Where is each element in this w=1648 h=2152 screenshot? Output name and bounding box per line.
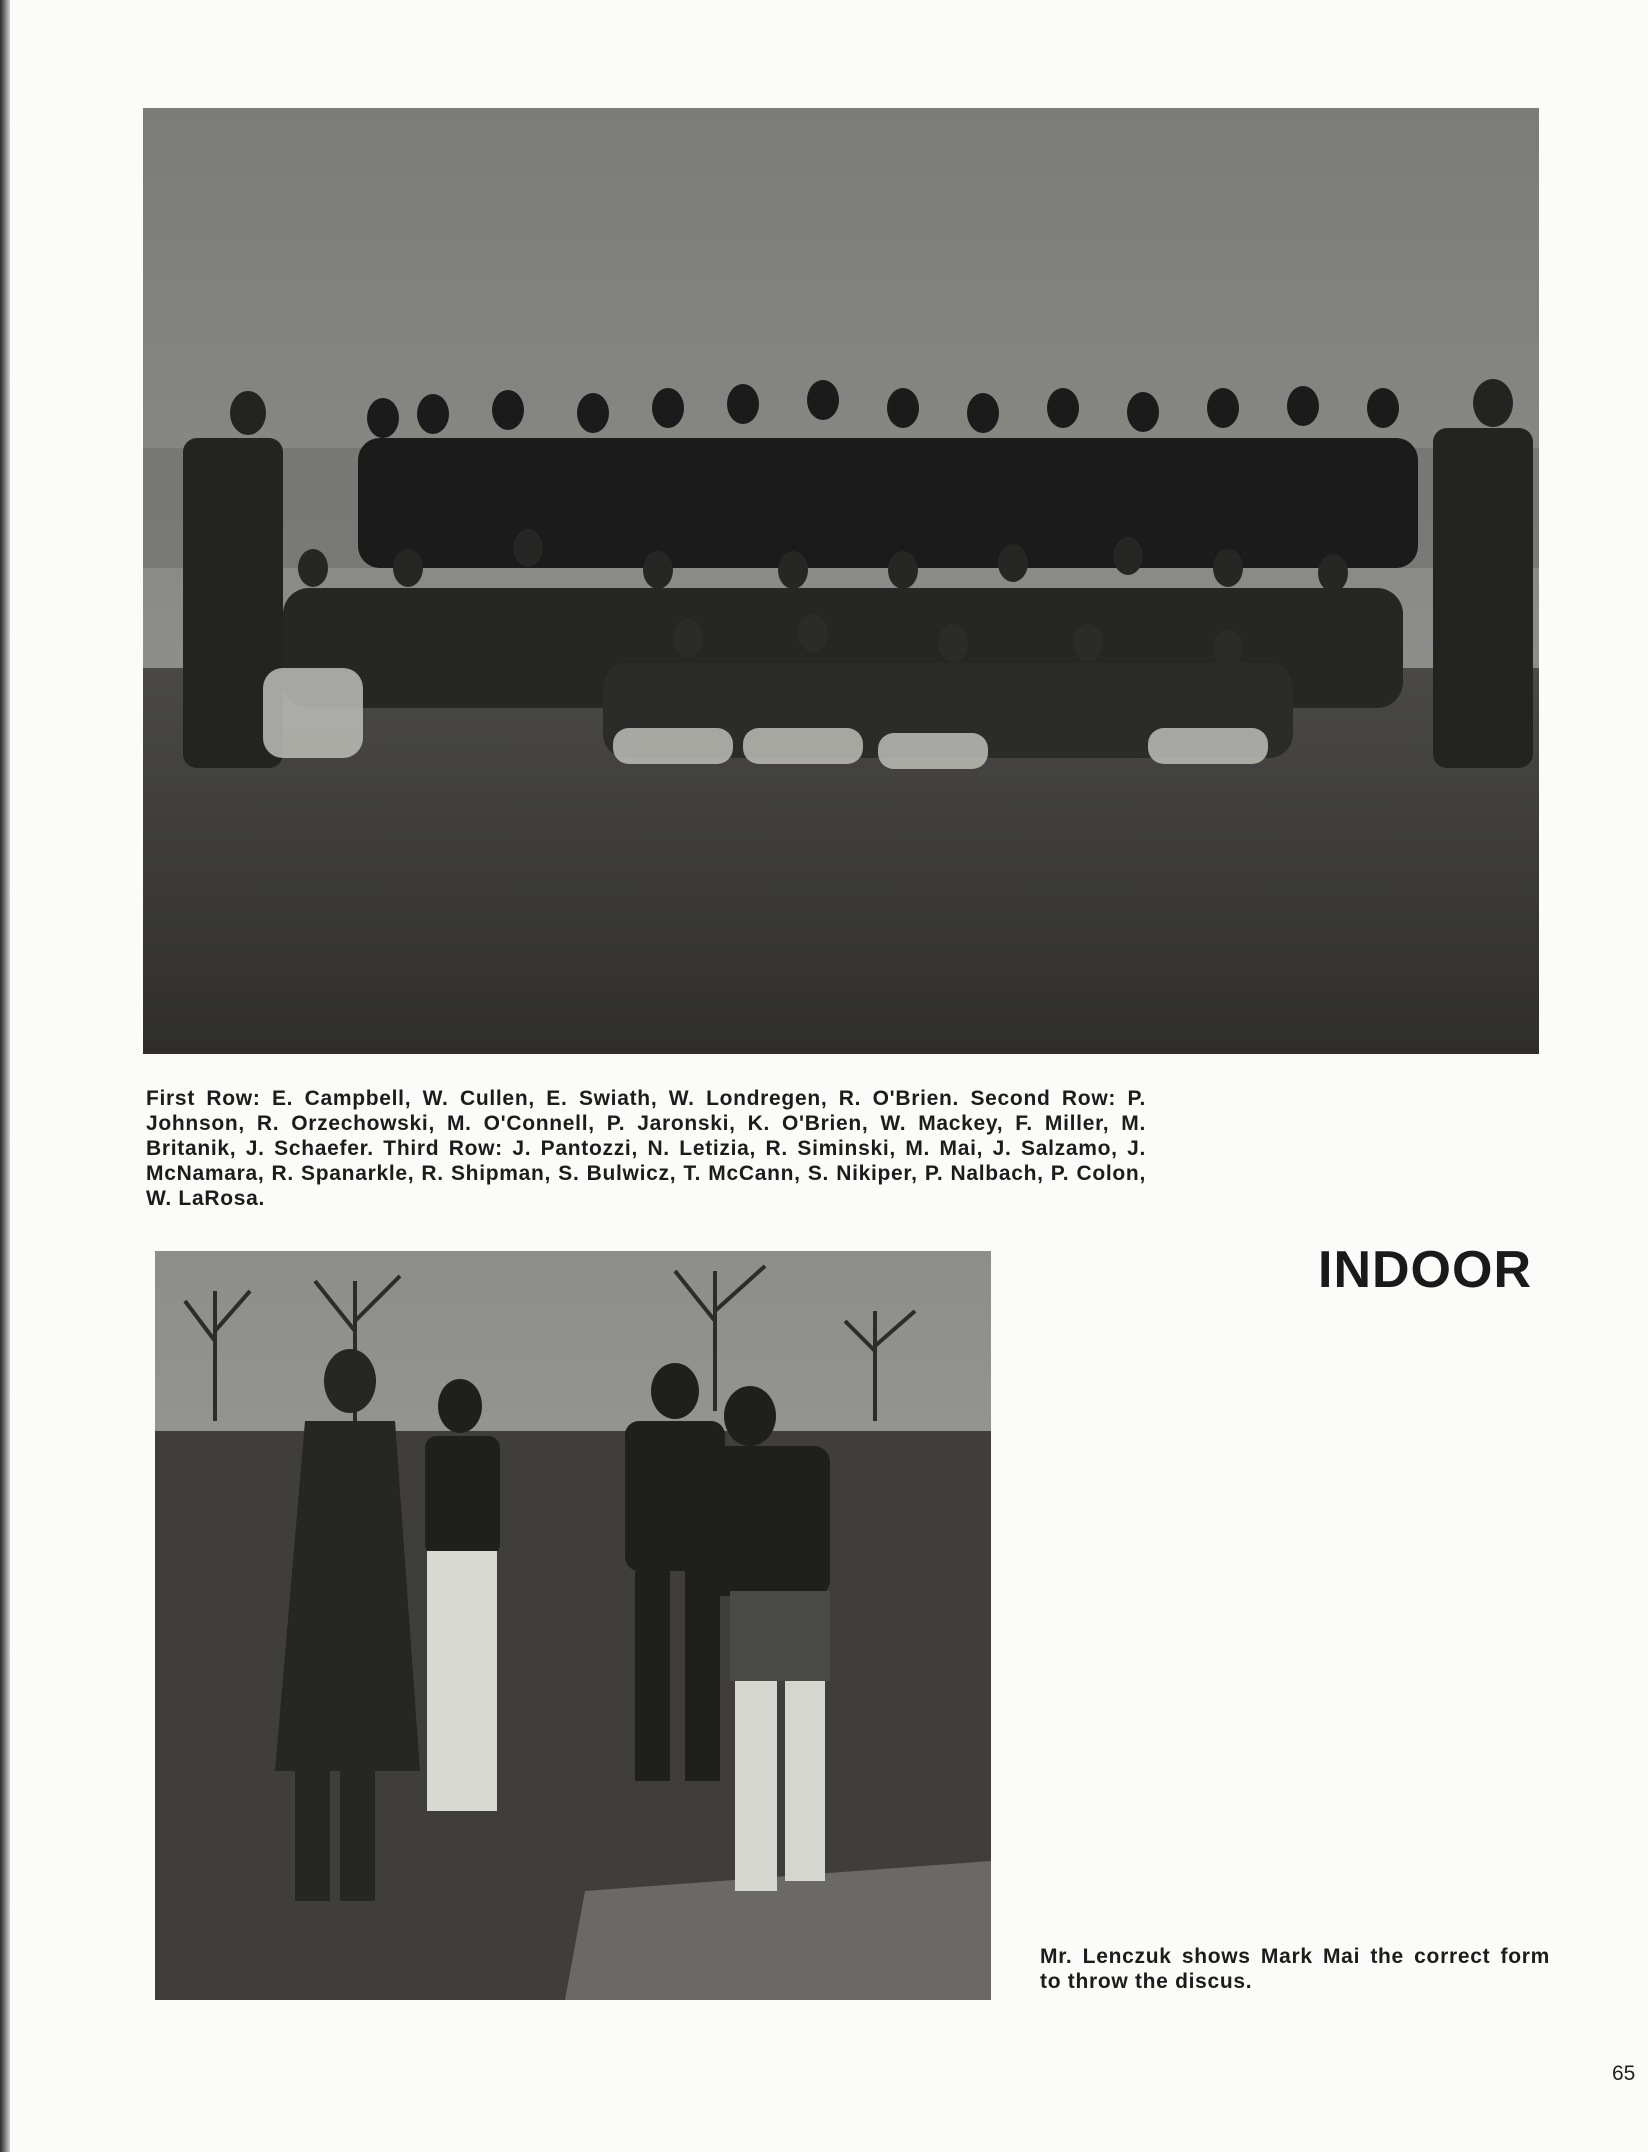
team-group-photo	[143, 108, 1539, 1054]
discus-photo-image	[155, 1251, 991, 2000]
discus-photo-caption: Mr. Lenczuk shows Mark Mai the correct form to throw the discus.	[1040, 1945, 1550, 1993]
team-photo-caption: First Row: E. Campbell, W. Cullen, E. Swiath, W. Londregen, R. O'Brien. Second Row: P. Johnson, R. Orzechowski, M. O'Connell, P. Jaronski, K. O'Brien, W. Mackey, F. Miller, M. Britanik, J. Schaefer. Third Row: J. Pantozzi, N. Letizia, R. Siminski, M. Mai, J. Salzamo, J. McNamara, R. Spanarkle, R. Shipman, S. Bulwicz, T. McCann, S. Nikiper, P. Nalbach, P. Colon, W. LaRosa.	[146, 1087, 1146, 1210]
section-title: INDOOR	[1318, 1241, 1532, 1299]
page-number: 65	[1612, 2062, 1636, 2085]
team-photo-image	[143, 108, 1539, 1054]
discus-instruction-photo	[155, 1251, 991, 2000]
page-binding-edge	[0, 0, 10, 2152]
